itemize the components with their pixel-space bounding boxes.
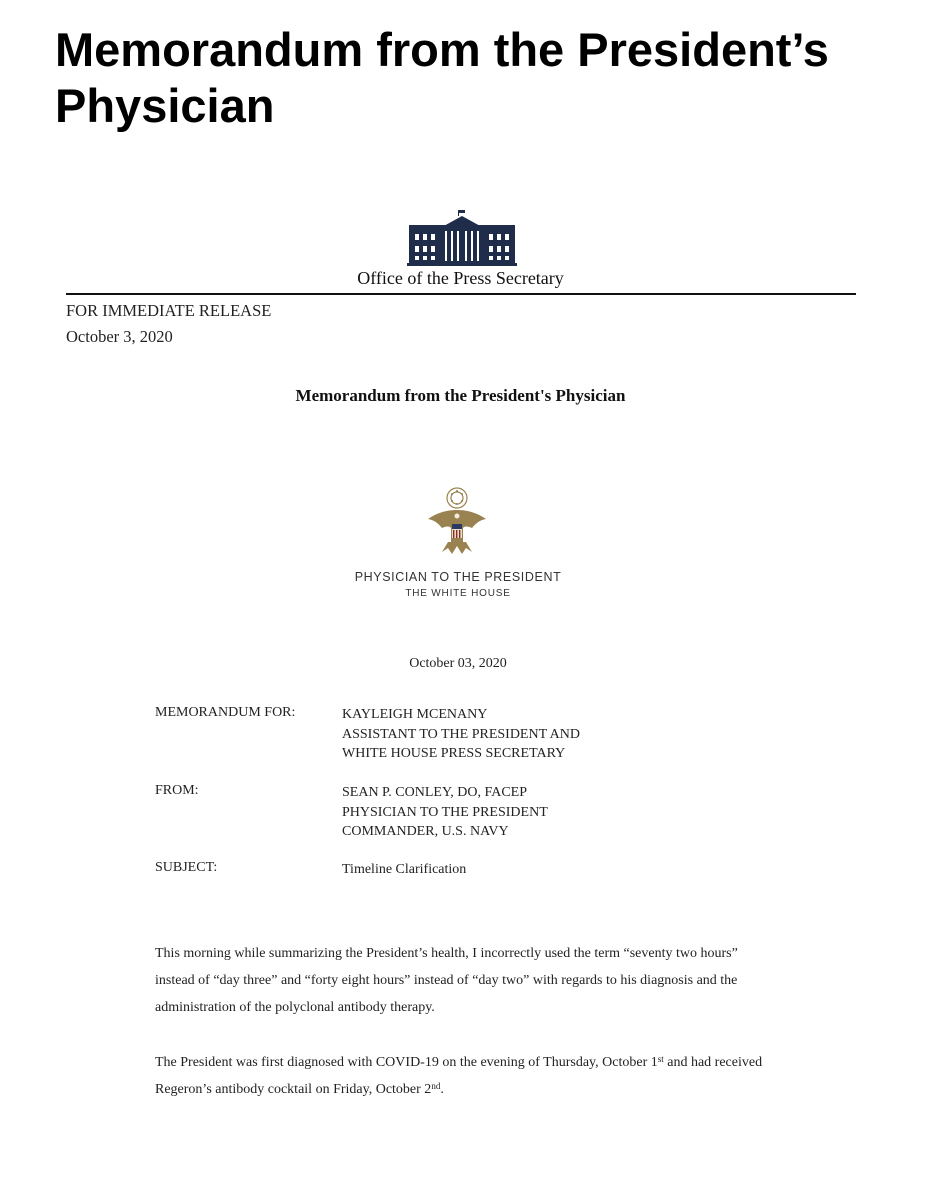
field-line: KAYLEIGH MCENANY bbox=[342, 707, 488, 722]
field-label: MEMORANDUM FOR: bbox=[155, 705, 296, 720]
release-info bbox=[66, 298, 271, 350]
field-line: WHITE HOUSE PRESS SECRETARY bbox=[342, 746, 566, 761]
field-line: Timeline Clarification bbox=[342, 862, 467, 877]
field-value bbox=[342, 705, 580, 764]
header-divider bbox=[66, 293, 856, 295]
memo-date: October 03, 2020 bbox=[409, 656, 507, 671]
field-label: SUBJECT: bbox=[155, 860, 218, 875]
page-headline: Memorandum from the President’s Physician bbox=[55, 23, 829, 132]
press-office-name: Office of the Press Secretary bbox=[357, 268, 564, 288]
paragraph-text: . bbox=[440, 1082, 444, 1097]
field-line: ASSISTANT TO THE PRESIDENT AND bbox=[342, 726, 580, 742]
letterhead-subtitle: THE WHITE HOUSE bbox=[405, 588, 511, 599]
presidential-seal-icon bbox=[424, 486, 490, 556]
paragraph-text: and had received Regeron’s antibody cocktail on Friday, October 2 bbox=[155, 1055, 763, 1097]
field-value bbox=[342, 783, 548, 842]
document-title: Memorandum from the President's Physician bbox=[295, 386, 626, 405]
field-line: PHYSICIAN TO THE PRESIDENT bbox=[342, 804, 548, 820]
paragraph-text: The President was first diagnosed with COVID-19 on the evening of Thursday, October 1 bbox=[155, 1055, 658, 1070]
release-line: FOR IMMEDIATE RELEASE bbox=[66, 301, 272, 320]
ordinal-suffix: st bbox=[657, 1054, 664, 1064]
field-line: SEAN P. CONLEY, DO, FACEP bbox=[342, 785, 528, 800]
field-label: FROM: bbox=[155, 783, 199, 798]
field-line: COMMANDER, U.S. NAVY bbox=[342, 824, 509, 839]
ordinal-suffix: nd bbox=[431, 1081, 441, 1091]
memo-letterhead bbox=[0, 570, 916, 599]
release-date: October 3, 2020 bbox=[66, 327, 173, 346]
memo-paragraph-1: This morning while summarizing the President’s health, I incorrectly used the term “seventy two hours” instead of “day three” and “forty eight hours” instead of “day two” with regards to his diagnosis and the administration of the polyclonal antibody therapy. bbox=[155, 946, 738, 1015]
letterhead-title: PHYSICIAN TO THE PRESIDENT bbox=[354, 570, 562, 584]
white-house-logo-icon bbox=[407, 210, 517, 266]
field-value bbox=[342, 860, 466, 880]
memo-paragraph-2 bbox=[155, 1049, 765, 1103]
